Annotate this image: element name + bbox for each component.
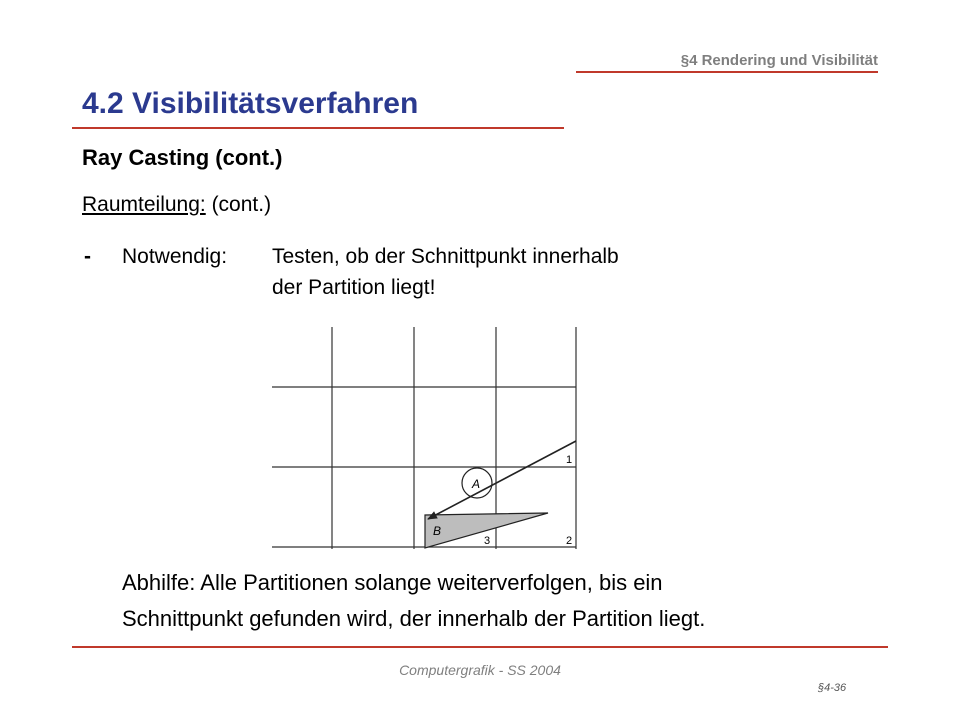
page-title: 4.2 Visibilitätsverfahren bbox=[82, 87, 419, 120]
footer-course: Computergrafik - SS 2004 bbox=[399, 662, 561, 678]
bullet-term: Notwendig: bbox=[122, 245, 228, 268]
title-rule bbox=[72, 127, 564, 129]
page-number: §4-36 bbox=[818, 682, 847, 694]
header-rule bbox=[576, 71, 878, 73]
section-header: §4 Rendering und Visibilität bbox=[680, 52, 878, 69]
label-a: A bbox=[472, 477, 481, 491]
label-3: 3 bbox=[484, 535, 491, 547]
raumteilung-line bbox=[82, 193, 271, 217]
subtitle: Ray Casting (cont.) bbox=[82, 145, 283, 170]
footer-rule bbox=[72, 646, 888, 648]
ray-arrow bbox=[428, 441, 576, 519]
partition-grid-diagram bbox=[270, 325, 580, 551]
raumteilung-suffix: (cont.) bbox=[205, 193, 272, 216]
label-b: B bbox=[433, 524, 442, 538]
bullet-marker: - bbox=[84, 245, 91, 268]
remedy-line1: Abhilfe: Alle Partitionen solange weiterverfolgen, bis ein bbox=[122, 570, 663, 595]
bullet-text-line2: der Partition liegt! bbox=[272, 276, 436, 299]
raumteilung-label: Raumteilung: bbox=[82, 193, 206, 216]
bullet-text-line1: Testen, ob der Schnittpunkt innerhalb bbox=[272, 245, 619, 268]
label-1: 1 bbox=[566, 454, 573, 466]
label-2: 2 bbox=[566, 535, 573, 547]
remedy-line2: Schnittpunkt gefunden wird, der innerhalb der Partition liegt. bbox=[122, 606, 706, 631]
